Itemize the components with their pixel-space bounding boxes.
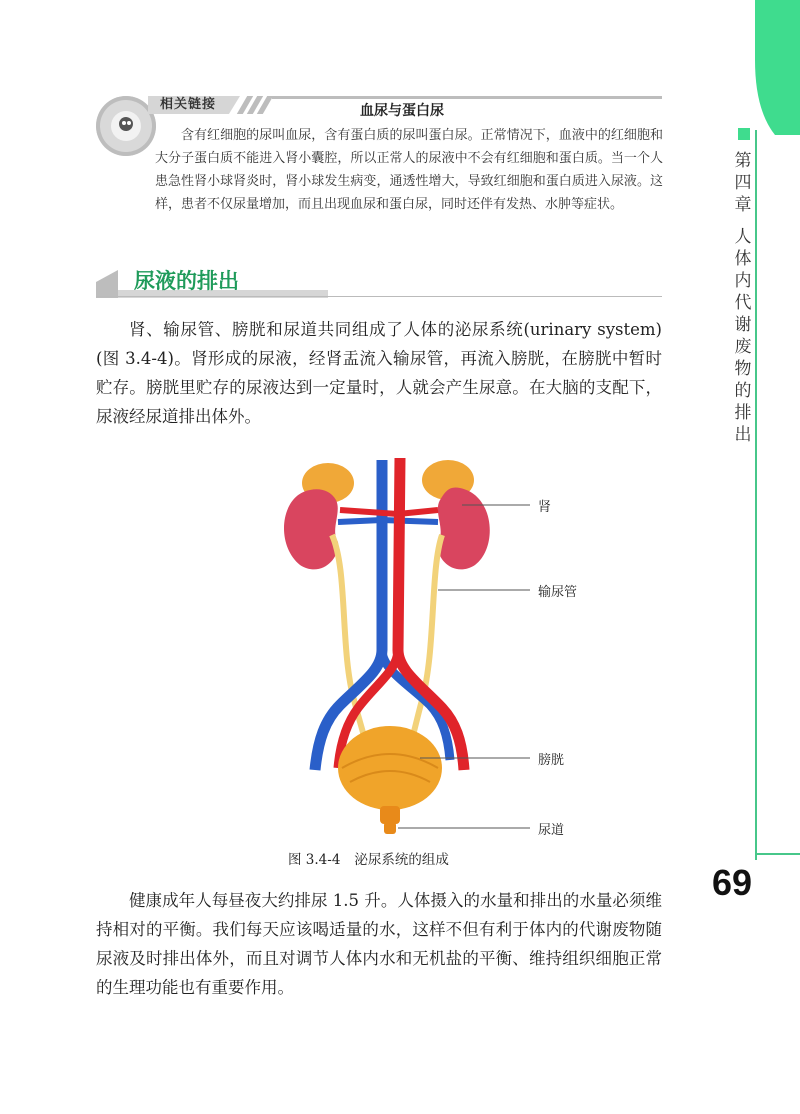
label-bladder: 膀胱	[538, 753, 565, 768]
section-rule	[96, 296, 662, 297]
page-number-rule	[755, 853, 800, 855]
label-urethra: 尿道	[538, 823, 565, 838]
chapter-title: 第 四 章 人 体 内 代 谢 废 物 的 排 出	[734, 151, 752, 445]
related-link-heading: 血尿与蛋白尿	[360, 103, 444, 119]
section-title: 尿液的排出	[134, 269, 239, 293]
chapter-marker	[738, 128, 750, 140]
label-kidney: 肾	[538, 500, 552, 515]
mascot-icon	[119, 117, 133, 131]
figure-caption-text: 泌尿系统的组成	[354, 852, 449, 868]
chapter-strip-line	[755, 130, 757, 860]
paragraph-water-balance: 健康成年人每昼夜大约排尿 1.5 升。人体摄入的水量和排出的水量必须维持相对的平衡。我们每天应该喝适量的水，这样不但有利于体内的代谢废物随尿液及时排出体外，而且对调节人体内水和无机盐的平衡、维持组织细胞正常的生理功能也有重要作用。	[96, 891, 662, 997]
figure-number: 图 3.4-4	[288, 852, 341, 868]
related-link-label: 相关链接	[160, 97, 217, 112]
figure-caption	[288, 848, 449, 868]
chapter-tab-decoration	[755, 0, 800, 135]
page-number: 69	[712, 862, 753, 903]
label-ureter: 输尿管	[538, 585, 578, 600]
related-link-rule	[272, 96, 662, 99]
related-link-body: 含有红细胞的尿叫血尿，含有蛋白质的尿叫蛋白尿。正常情况下，血液中的红细胞和大分子蛋白质不能进入肾小囊腔，所以正常人的尿液中不会有红细胞和蛋白质。当一个人患急性肾小球肾炎时，肾小球发生病变，通透性增大，导致红细胞和蛋白质进入尿液。这样，患者不仅尿量增加，而且出现血尿和蛋白尿，同时还伴有发热、水肿等症状。	[155, 128, 663, 212]
paragraph-urinary-system: 肾、输尿管、膀胱和尿道共同组成了人体的泌尿系统(urinary system)(图 3.4-4)。肾形成的尿液，经肾盂流入输尿管，再流入膀胱，在膀胱中暂时贮存。膀胱里贮存的尿液达到一定量时，人就会产生尿意。在大脑的支配下，尿液经尿道排出体外。	[96, 320, 662, 426]
urinary-system-illustration	[270, 450, 530, 850]
